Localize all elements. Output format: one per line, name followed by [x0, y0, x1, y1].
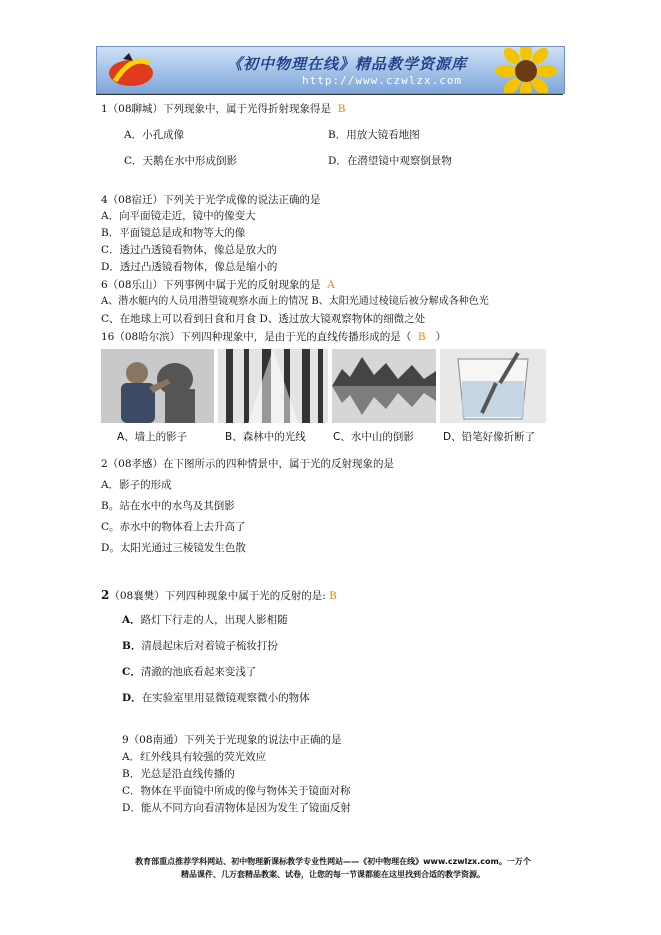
caption-b: B、森林中的光线 [225, 431, 306, 443]
q6-answer: B [329, 590, 337, 602]
photo-bent-pencil [440, 349, 546, 423]
q3-answer: A [327, 279, 335, 291]
photo-mountain-reflection [332, 349, 436, 423]
banner-title: 《初中物理在线》精品教学资源库 [227, 55, 468, 73]
q6-stem: 2（08襄樊）下列四种现象中属于光的反射的是: B [101, 588, 337, 602]
footer-line2: 精品课件、几万套精品教案、试卷，让您的每一节课都能在这里找到合适的教学资源。 [181, 870, 485, 879]
banner-url[interactable]: http://www.czwlzx.com [302, 74, 463, 87]
q2-option-a: A．向平面镜走近，镜中的像变大 [101, 210, 256, 222]
q5-option-a: A．影子的形成 [101, 479, 172, 491]
q7-option-a: A．红外线具有较强的荧光效应 [122, 751, 267, 763]
q7-option-d: D．能从不同方向看清物体是因为发生了镜面反射 [122, 802, 351, 814]
q6-option-d: D．在实验室里用显微镜观察微小的物体 [122, 692, 310, 704]
q5-stem: 2（08孝感）在下图所示的四种情景中，属于光的反射现象的是 [101, 458, 395, 470]
q2-stem: 4（08宿迁）下列关于光学成像的说法正确的是 [101, 194, 321, 206]
photo-forest-light [218, 349, 328, 423]
photo-wall-shadow [101, 349, 214, 423]
q1-answer: B [337, 103, 346, 115]
q3-line2: C、在地球上可以看到日食和月食 D、透过放大镜观察物体的细微之处 [101, 313, 426, 325]
q1-stem: 1（08聊城）下列现象中，属于光得折射现象得是 B [101, 103, 346, 115]
header-rule [96, 94, 563, 95]
caption-a: A、墙上的影子 [117, 431, 188, 443]
q6-option-a: A．路灯下行走的人，出现人影相随 [122, 614, 288, 626]
q2-option-b: B．平面镜总是成和物等大的像 [101, 227, 246, 239]
q1-option-c: C．天鹅在水中形成倒影 [124, 155, 238, 167]
q4-photos [101, 349, 546, 445]
q5-option-d: D。太阳光通过三棱镜发生色散 [101, 542, 246, 554]
caption-d: D、铅笔好像折断了 [443, 431, 536, 443]
q1-option-a: A．小孔成像 [124, 129, 185, 141]
caption-c: C、水中山的倒影 [333, 431, 414, 443]
q3-line1: A、潜水艇内的人员用潜望镜观察水面上的情况 B、太阳光通过棱镜后被分解成各种色光 [101, 296, 489, 307]
q3-stem: 6（08乐山）下列事例中属于光的反射现象的是 A [101, 279, 335, 291]
q1-option-b: B．用放大镜看地图 [328, 129, 420, 141]
q7-option-c: C．物体在平面镜中所成的像与物体关于镜面对称 [122, 785, 351, 797]
logo-icon [105, 51, 161, 89]
q2-option-c: C．透过凸透镜看物体，像总是放大的 [101, 244, 278, 256]
sunflower-icon [494, 46, 558, 94]
q7-stem: 9（08南通）下列关于光现象的说法中正确的是 [122, 734, 342, 746]
footer-line1: 教育部重点推荐学科网站、初中物理新课标教学专业性网站——《初中物理在线》www.czwlzx.com。一万个 [135, 857, 531, 866]
q4-stem: 16（08哈尔滨）下列四种现象中，是由于光的直线传播形成的是（ B ） [101, 331, 447, 343]
q5-option-c: C。赤水中的物体看上去升高了 [101, 521, 246, 533]
q2-option-d: D．透过凸透镜看物体，像总是缩小的 [101, 261, 278, 273]
q6-option-c: C．清澈的池底看起来变浅了 [122, 666, 257, 678]
q5-option-b: B。站在水中的水鸟及其倒影 [101, 500, 235, 512]
q1-option-d: D．在潜望镜中观察倒景物 [328, 155, 452, 167]
q7-option-b: B．光总是沿直线传播的 [122, 768, 235, 780]
header-banner [96, 46, 565, 94]
q4-answer: B [417, 331, 426, 343]
q6-option-b: B．清晨起床后对着镜子梳妆打扮 [122, 640, 278, 652]
